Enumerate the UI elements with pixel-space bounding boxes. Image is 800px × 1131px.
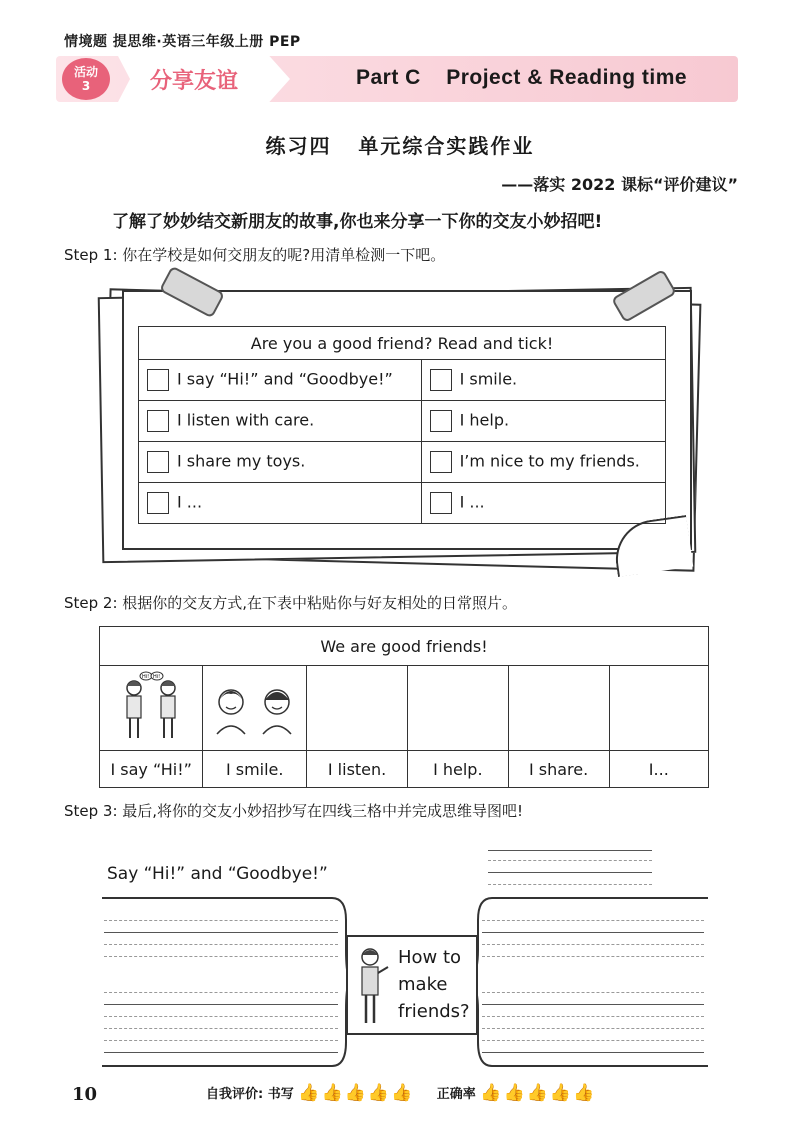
photo-cell[interactable] [100, 666, 203, 751]
photo-cell[interactable] [408, 666, 508, 751]
smiling-kids-icon [207, 676, 303, 736]
checklist-item[interactable]: I say “Hi!” and “Goodbye!” [139, 360, 422, 401]
right-writing-lines[interactable] [482, 904, 704, 1064]
checkbox[interactable] [430, 492, 452, 514]
checklist-item[interactable]: I share my toys. [139, 442, 422, 483]
writing-rating-thumbs-icon[interactable]: 👍👍👍👍👍 [298, 1083, 415, 1103]
exercise-subtitle: ——落实 2022 课标“评价建议” [501, 175, 738, 194]
activity-badge [62, 58, 110, 100]
good-friend-checklist [138, 326, 666, 524]
checklist-item[interactable]: I ... [139, 483, 422, 524]
checkbox[interactable] [430, 369, 452, 391]
book-title: 情境题 提思维·英语三年级上册 PEP [64, 34, 301, 50]
page-number: 10 [72, 1084, 98, 1105]
writing-label: 书写 [267, 1087, 294, 1102]
self-eval-label: 自我评价: [206, 1087, 264, 1102]
photo-cell[interactable] [307, 666, 408, 751]
photo-label: I... [609, 751, 708, 788]
exercise-intro: 了解了妙妙结交新朋友的故事,你也来分享一下你的交友小妙招吧! [112, 212, 603, 232]
checklist-item[interactable]: I listen with care. [139, 401, 422, 442]
checkbox[interactable] [147, 369, 169, 391]
checkbox[interactable] [147, 410, 169, 432]
mindmap-example-text: Say “Hi!” and “Goodbye!” [107, 864, 328, 884]
banner-tag: 分享友谊 [150, 69, 239, 94]
checklist-item[interactable]: I smile. [421, 360, 665, 401]
photo-label: I smile. [203, 751, 307, 788]
mindmap-center-question: How to make friends? [398, 947, 470, 1022]
friends-photo-table [99, 626, 709, 788]
friends-table-header: We are good friends! [100, 627, 709, 666]
self-evaluation [206, 1083, 596, 1103]
photo-label: I share. [508, 751, 609, 788]
checklist-item[interactable]: I ... [421, 483, 665, 524]
photo-label: I help. [408, 751, 508, 788]
accuracy-rating-thumbs-icon[interactable]: 👍👍👍👍👍 [480, 1083, 597, 1103]
speech-bubble-text: Hi! [153, 674, 161, 680]
activity-badge-label: 活动 3 [73, 65, 98, 93]
checkbox[interactable] [430, 410, 452, 432]
step-3-instruction: Step 3: 最后,将你的交友小妙招抄写在四线三格中并完成思维导图吧! [64, 802, 524, 820]
speech-bubble-text: Hi! [142, 674, 150, 680]
photo-label: I say “Hi!” [100, 751, 203, 788]
step-2-instruction: Step 2: 根据你的交友方式,在下表中粘贴你与好友相处的日常照片。 [64, 594, 518, 612]
photo-cell[interactable] [203, 666, 307, 751]
accuracy-label: 正确率 [436, 1087, 476, 1102]
two-boys-greeting-icon [106, 668, 196, 744]
checklist-header: Are you a good friend? Read and tick! [139, 327, 666, 360]
exercise-title: 练习四 单元综合实践作业 [265, 134, 535, 158]
photo-cell[interactable] [508, 666, 609, 751]
banner-part-title: Part C Project & Reading time [356, 66, 688, 89]
checklist-item[interactable]: I help. [421, 401, 665, 442]
checkbox[interactable] [147, 492, 169, 514]
boy-presenting-icon [352, 943, 394, 1027]
checkbox[interactable] [430, 451, 452, 473]
photo-label: I listen. [307, 751, 408, 788]
checklist-item[interactable]: I’m nice to my friends. [421, 442, 665, 483]
left-writing-lines[interactable] [104, 904, 338, 1064]
photo-cell[interactable] [609, 666, 708, 751]
step-1-instruction: Step 1: 你在学校是如何交朋友的呢?用清单检测一下吧。 [64, 246, 446, 264]
checkbox[interactable] [147, 451, 169, 473]
right-top-writing-lines[interactable] [488, 848, 652, 908]
